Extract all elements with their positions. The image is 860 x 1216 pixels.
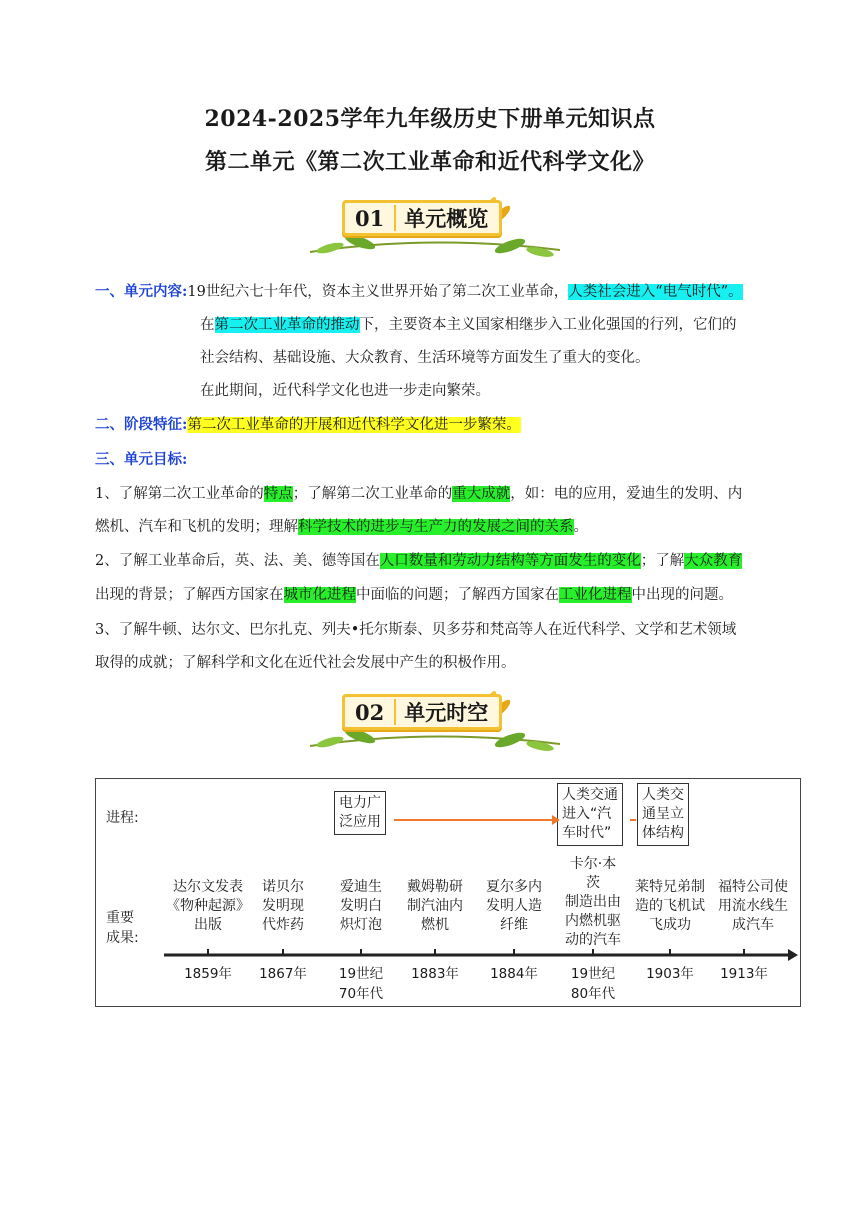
arrow-head-icon (552, 815, 560, 825)
year-1913: 1913年 (720, 966, 768, 982)
year-1880s: 19世纪 80年代 (570, 966, 616, 1002)
axis-arrow-icon (788, 949, 798, 961)
year-1883: 1883年 (411, 966, 459, 982)
goal-3-line-1: 3、了解牛顿、达尔文、巴尔扎克、列夫•托尔斯泰、贝多芬和梵高等人在近代科学、文学和艺术领域 (95, 622, 737, 638)
progress-box-electricity: 电力广 泛应用 (334, 791, 386, 835)
section-banner-overview (290, 194, 580, 264)
goal-2-line-1: 2、了解工业革命后，英、法、美、德等国在人口数量和劳动力结构等方面发生的变化；了解大众教育 (95, 553, 743, 569)
year-1884: 1884年 (490, 966, 538, 982)
event-benz: 卡尔·本 茨 制造出由 内燃机驱 动的汽车 (565, 856, 621, 948)
progress-box-3d-transport: 人类交 通呈立 体结构 (637, 783, 689, 846)
event-darwin: 达尔文发表 《物种起源》 出版 (166, 879, 250, 933)
year-1867: 1867年 (259, 966, 307, 982)
results-label-1: 重要 (106, 910, 134, 926)
banner-number: 01 (355, 205, 385, 231)
document-title: 2024-2025学年九年级历史下册单元知识点 (204, 106, 656, 132)
unit-title: 第二单元《第二次工业革命和近代科学文化》 (204, 149, 655, 175)
event-ford: 福特公司使 用流水线生 成汽车 (718, 879, 788, 933)
year-1903: 1903年 (646, 966, 694, 982)
banner-label: 单元概览 (404, 207, 489, 231)
goal-1-line-2: 燃机、汽车和飞机的发明；理解科学技术的进步与生产力的发展之间的关系。 (95, 519, 588, 535)
stage-feature-line: 二、阶段特征:第二次工业革命的开展和近代科学文化进一步繁荣。 (95, 416, 521, 433)
year-1859: 1859年 (184, 966, 232, 982)
progress-box-auto-era: 人类交通 进入“汽 车时代” (557, 783, 623, 846)
unit-content-line-2: 在第二次工业革命的推动下，主要资本主义国家相继步入工业化强国的行列，它们的 (200, 317, 737, 333)
banner-label: 单元时空 (404, 701, 489, 725)
event-edison: 爱迪生 发明白 炽灯泡 (340, 879, 382, 933)
unit-content-line-3: 社会结构、基础设施、大众教育、生活环境等方面发生了重大的变化。 (200, 350, 650, 366)
goal-3-line-2: 取得的成就；了解科学和文化在近代社会发展中产生的积极作用。 (95, 655, 516, 671)
timeline-diagram (95, 778, 801, 1007)
event-wright: 莱特兄弟制 造的飞机试 飞成功 (635, 879, 705, 933)
progress-label: 进程: (106, 810, 139, 826)
goal-1-line-1: 1、了解第二次工业革命的特点；了解第二次工业革命的重大成就，如：电的应用，爱迪生的发明、内 (95, 486, 743, 502)
event-nobel: 诺贝尔 发明现 代炸药 (262, 879, 304, 933)
unit-content-line-4: 在此期间，近代科学文化也进一步走向繁荣。 (200, 383, 490, 399)
event-daimler: 戴姆勒研 制汽油内 燃机 (407, 879, 463, 933)
event-chardonnet: 夏尔多内 发明人造 纤维 (486, 879, 542, 933)
goal-2-line-2: 出现的背景；了解西方国家在城市化进程中面临的问题；了解西方国家在工业化进程中出现的问题。 (95, 587, 733, 603)
year-1870s: 19世纪 70年代 (338, 966, 384, 1002)
section-banner-timeline (290, 688, 580, 758)
unit-goals-heading: 三、单元目标: (95, 451, 188, 468)
results-label-2: 成果: (106, 930, 139, 946)
banner-number: 02 (355, 699, 385, 725)
unit-content-line-1: 一、单元内容:19世纪六七十年代，资本主义世界开始了第二次工业革命，人类社会进入“电气时代”。 (95, 283, 743, 300)
